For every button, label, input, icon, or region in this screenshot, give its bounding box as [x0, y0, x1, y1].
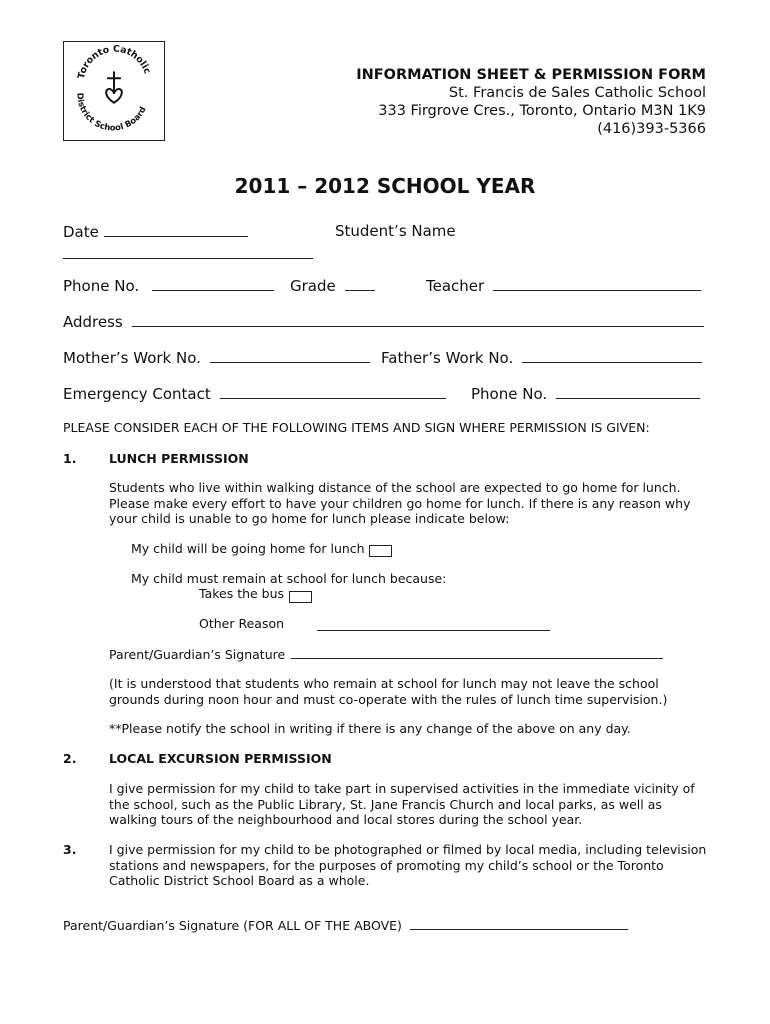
student-name-field[interactable] — [63, 244, 313, 259]
logo-emblem — [64, 42, 164, 140]
svg-text:District School Board — [75, 93, 147, 133]
student-name-label: Student’s Name — [335, 222, 456, 240]
section1-notify: **Please notify the school in writing if there is any change of the above on any day. — [109, 721, 631, 736]
school-address: 333 Firgrove Cres., Toronto, Ontario M3N 1K9 — [378, 103, 706, 119]
cross-heart-icon — [106, 71, 122, 102]
logo-bottom-text: District School Board — [75, 92, 148, 133]
other-reason-field[interactable] — [317, 616, 550, 631]
teacher-label: Teacher — [426, 277, 485, 295]
other-reason-label: Other Reason — [199, 616, 285, 631]
fathers-work-label: Father’s Work No. — [381, 349, 514, 367]
form-title: INFORMATION SHEET & PERMISSION FORM — [356, 67, 706, 83]
section2-text: I give permission for my child to take part in supervised activities in the immediate vicinity of the school, such as the Public Library, St. Jane Francis Church and local parks, as well as walking tours of the neighbourhood and local stores during the school year. — [109, 781, 695, 827]
section1-intro: Students who live within walking distance of the school are expected to go home for lunch. Please make every effort to have your children go home for lunch. If there is any reason why your child is unable to go home for lunch please indicate below: — [109, 480, 691, 526]
takes-bus-checkbox[interactable] — [289, 591, 312, 603]
section3-number: 3. — [63, 842, 77, 857]
grade-field[interactable] — [345, 276, 375, 291]
section1-number: 1. — [63, 451, 77, 466]
school-board-logo — [63, 41, 165, 141]
phone-label: Phone No. — [63, 277, 140, 295]
school-name: St. Francis de Sales Catholic School — [448, 85, 706, 101]
logo-top-text: Toronto Catholic — [75, 43, 153, 80]
date-field[interactable] — [104, 222, 248, 237]
section3-text: I give permission for my child to be photographed or filmed by local media, including television stations and newspapers, for the purposes of promoting my child’s school or the Toronto Catholic District School Board as a whole. — [109, 842, 707, 888]
section2-heading: LOCAL EXCURSION PERMISSION — [109, 751, 332, 766]
takes-bus-label: Takes the bus — [199, 586, 285, 601]
section1-heading: LUNCH PERMISSION — [109, 451, 249, 466]
final-signature-label: Parent/Guardian’s Signature (FOR ALL OF THE ABOVE) — [63, 918, 402, 933]
section1-note: (It is understood that students who remain at school for lunch may not leave the school grounds during noon hour and must co-operate with the rules of lunch time supervision.) — [109, 676, 668, 707]
emergency-phone-field[interactable] — [556, 384, 700, 399]
section1-signature-label: Parent/Guardian’s Signature — [109, 647, 286, 662]
mothers-work-label: Mother’s Work No. — [63, 349, 201, 367]
emergency-contact-field[interactable] — [220, 384, 446, 399]
teacher-field[interactable] — [493, 276, 701, 291]
option-home-label: My child will be going home for lunch — [131, 541, 365, 556]
option-remain-label: My child must remain at school for lunch because: — [131, 571, 447, 586]
emergency-phone-label: Phone No. — [471, 385, 548, 403]
home-lunch-checkbox[interactable] — [369, 545, 392, 557]
instructions: PLEASE CONSIDER EACH OF THE FOLLOWING ITEMS AND SIGN WHERE PERMISSION IS GIVEN: — [63, 420, 650, 435]
page-title: 2011 – 2012 SCHOOL YEAR — [234, 174, 536, 198]
school-phone: (416)393-5366 — [597, 121, 706, 137]
fathers-work-field[interactable] — [522, 348, 702, 363]
address-field[interactable] — [132, 312, 704, 327]
mothers-work-field[interactable] — [210, 348, 370, 363]
address-label: Address — [63, 313, 123, 331]
date-label: Date — [63, 223, 99, 241]
final-signature-field[interactable] — [410, 917, 628, 930]
section2-number: 2. — [63, 751, 77, 766]
emergency-contact-label: Emergency Contact — [63, 385, 211, 403]
phone-field[interactable] — [152, 276, 274, 291]
grade-label: Grade — [290, 277, 336, 295]
section1-signature-field[interactable] — [291, 646, 663, 659]
